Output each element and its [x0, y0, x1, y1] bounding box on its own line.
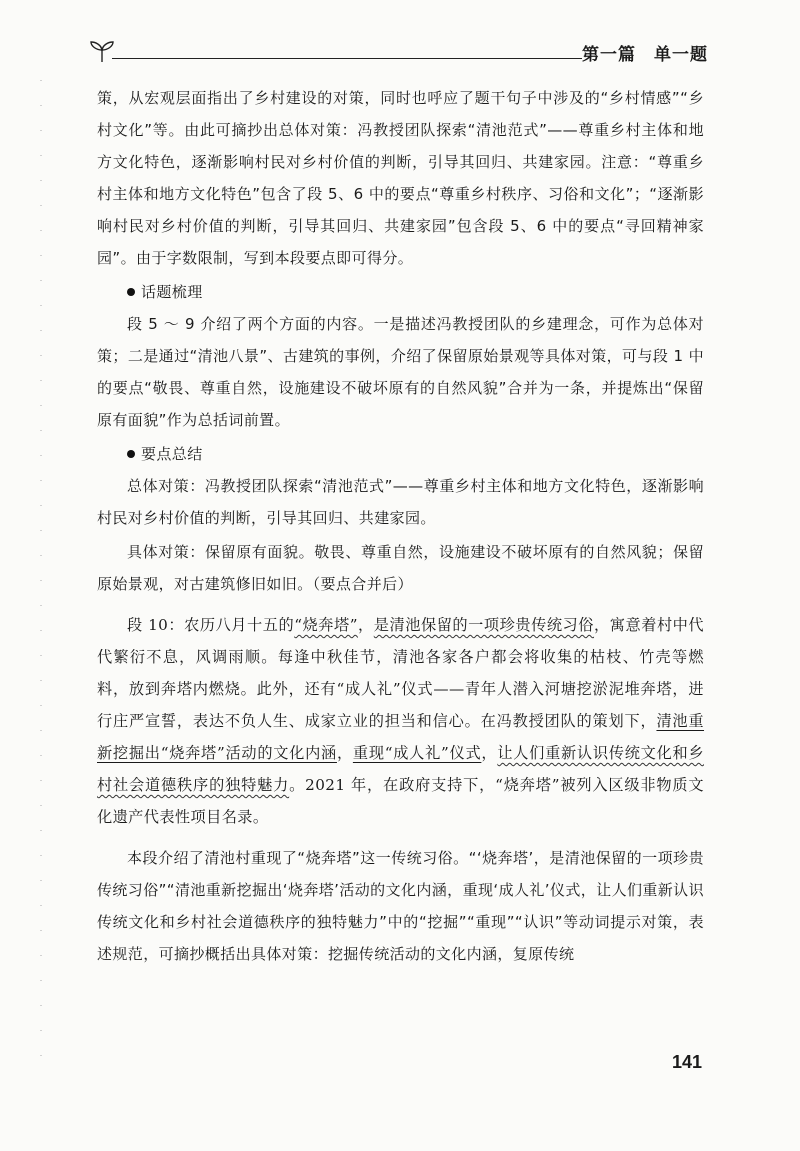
paragraph-source-text-10: 段 10：农历八月十五的“烧奔塔”，是清池保留的一项珍贵传统习俗，寓意着村中代代繁衍不息，风调雨顺。每逢中秋佳节，清池各家各户都会将收集的枯枝、竹壳等燃料，放到奔塔内燃烧。此外，还有“成人礼”仪式——青年人潜入河塘挖淤泥堆奔塔，进行庄严宣誓，表达不负人生、成家立业的担当和信心。在冯教授团队的策划下，清池重新挖掘出“烧奔塔”活动的文化内涵，重现“成人礼”仪式，让人们重新认识传统文化和乡村社会道德秩序的独特魅力。2021 年，在政府支持下，“烧奔塔”被列入区级非物质文化遗产代表性项目名录。: [97, 616, 705, 826]
paragraph-overall-strategy: 总体对策：冯教授团队探索“清池范式”——尊重乡村主体和地方文化特色，逐渐影响村民对乡村价值的判断，引导其回归、共建家园。: [97, 477, 704, 527]
wavy-mark: 是清池保留的一项珍贵传统习俗: [373, 616, 595, 634]
page-body: [97, 82, 704, 970]
section-heading-summary: 要点总结: [97, 438, 704, 470]
page-number: 141: [672, 1052, 703, 1072]
chapter-title: 第一篇 单一题: [582, 45, 708, 65]
paragraph-2: 段 5 ～ 9 介绍了两个方面的内容。一是描述冯教授团队的乡建理念，可作为总体对策；二是通过“清池八景”、古建筑的事例，介绍了保留原始景观等具体对策，可与段 1 中的要点“敬畏、尊重自然，设施建设不破坏原有的自然风貌”合并为一条，并提炼出“保留原有面貌”作为总括词前置。: [97, 315, 704, 429]
leaf-icon: [88, 40, 116, 64]
underline-mark: 清池重新挖掘出“烧奔塔”活动的文化内涵: [97, 712, 705, 762]
wavy-mark: 让人们重新认识传统文化和乡村社会道德秩序的独特魅力: [97, 744, 704, 794]
header-rule: [112, 58, 582, 59]
section-heading-topic: 话题梳理: [97, 276, 704, 308]
running-header: [88, 36, 708, 66]
paragraph-1: 策，从宏观层面指出了乡村建设的对策，同时也呼应了题干句子中涉及的“乡村情感”“乡村文化”等。由此可摘抄出总体对策：冯教授团队探索“清池范式”——尊重乡村主体和地方文化特色，逐渐影响村民对乡村价值的判断，引导其回归、共建家园。注意：“尊重乡村主体和地方文化特色”包含了段 5、6 中的要点“尊重乡村秩序、习俗和文化”；“逐渐影响村民对乡村价值的判断，引导其回归、共建家园”包含段 5、6 中的要点“寻回精神家园”。由于字数限制，写到本段要点即可得分。: [97, 89, 704, 267]
underline-mark: 重现“成人礼”仪式: [352, 744, 482, 762]
margin-binding-dots: [40, 80, 42, 1080]
bullet-icon: [127, 288, 135, 296]
wavy-mark: “烧奔塔”: [294, 616, 358, 634]
paragraph-analysis: 本段介绍了清池村重现了“烧奔塔”这一传统习俗。“‘烧奔塔’，是清池保留的一项珍贵传统习俗”“清池重新挖掘出‘烧奔塔’活动的文化内涵，重现‘成人礼’仪式，让人们重新认识传统文化和乡村社会道德秩序的独特魅力”中的“挖掘”“重现”“认识”等动词提示对策，表述规范，可摘抄概括出具体对策：挖掘传统活动的文化内涵，复原传统: [97, 849, 704, 963]
bullet-icon: [127, 450, 135, 458]
paragraph-specific-strategy: 具体对策：保留原有面貌。敬畏、尊重自然，设施建设不破坏原有的自然风貌；保留原始景观，对古建筑修旧如旧。（要点合并后）: [97, 543, 704, 593]
